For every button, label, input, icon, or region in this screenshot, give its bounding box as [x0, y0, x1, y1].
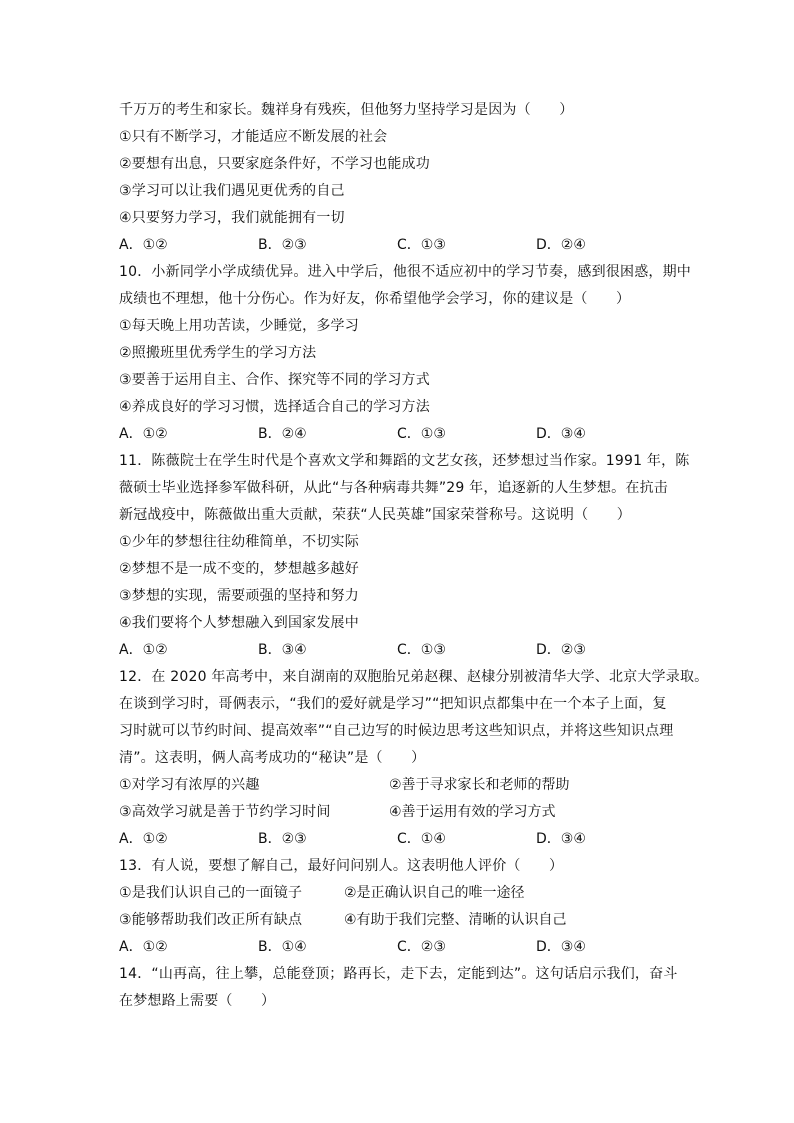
q12-item-1: ①对学习有浓厚的兴趣: [119, 777, 260, 793]
q11-item-2: ②梦想不是一成不变的，梦想越多越好: [119, 561, 359, 577]
q13-item-3: ③能够帮助我们改正所有缺点: [119, 912, 303, 928]
q11-stem-3: 新冠战疫中，陈薇做出重大贡献，荣获“人民英雄”国家荣誉称号。这说明（ ）: [119, 507, 631, 523]
q10-item-1: ①每天晚上用功苦读，少睡觉，多学习: [119, 318, 359, 334]
q13-stem-1: 13．有人说，要想了解自己，最好问问别人。这表明他人评价（ ）: [119, 858, 564, 874]
q9-item-4: ④只要努力学习，我们就能拥有一切: [119, 210, 345, 226]
q11-option-c: C．①③: [397, 642, 446, 658]
q9-item-3: ③学习可以让我们遇见更优秀的自己: [119, 183, 345, 199]
q13-option-a: A．①②: [119, 939, 168, 955]
q11-item-4: ④我们要将个人梦想融入到国家发展中: [119, 615, 359, 631]
q12-stem-4: 清”。这表明，俩人高考成功的“秘诀”是（ ）: [119, 750, 426, 766]
q11-item-3: ③梦想的实现，需要顽强的坚持和努力: [119, 588, 359, 604]
q12-item-4: ④善于运用有效的学习方式: [389, 804, 556, 820]
q11-stem-2: 薇硕士毕业选择参军做科研，从此“与各种病毒共舞”29 年，追逐新的人生梦想。在抗击: [119, 480, 668, 496]
q13-item-4: ④有助于我们完整、清晰的认识自己: [344, 912, 567, 928]
q12-option-d: D．③④: [536, 831, 586, 847]
q10-option-a: A．①②: [119, 426, 168, 442]
q10-option-b: B．②④: [258, 426, 307, 442]
q9-item-1: ①只有不断学习，才能适应不断发展的社会: [119, 129, 388, 145]
q13-option-b: B．①④: [258, 939, 307, 955]
q10-option-c: C．①③: [397, 426, 446, 442]
q9-stem: 千万万的考生和家长。魏祥身有残疾，但他努力坚持学习是因为（ ）: [119, 102, 574, 118]
q10-item-4: ④养成良好的学习习惯，选择适合自己的学习方法: [119, 399, 430, 415]
q9-option-c: C．①③: [397, 237, 446, 253]
q11-item-1: ①少年的梦想往往幼稚简单，不切实际: [119, 534, 359, 550]
q9-option-d: D．②④: [536, 237, 586, 253]
q9-option-a: A．①②: [119, 237, 168, 253]
q14-stem-2: 在梦想路上需要（ ）: [119, 993, 276, 1009]
q13-option-d: D．③④: [536, 939, 586, 955]
q11-option-a: A．①②: [119, 642, 168, 658]
q9-option-b: B．②③: [258, 237, 307, 253]
q12-option-c: C．①④: [397, 831, 446, 847]
q11-stem-1: 11．陈薇院士在学生时代是个喜欢文学和舞蹈的文艺女孩，还梦想过当作家。1991 年，陈: [119, 453, 690, 469]
q11-option-b: B．③④: [258, 642, 307, 658]
q12-option-a: A．①②: [119, 831, 168, 847]
q12-item-3: ③高效学习就是善于节约学习时间: [119, 804, 331, 820]
q10-stem-2: 成绩也不理想，他十分伤心。作为好友，你希望他学会学习，你的建议是（ ）: [119, 291, 631, 307]
q10-item-2: ②照搬班里优秀学生的学习方法: [119, 345, 317, 361]
q13-item-2: ②是正确认识自己的唯一途径: [344, 885, 525, 901]
q12-item-2: ②善于寻求家长和老师的帮助: [389, 777, 570, 793]
q12-stem-3: 习时就可以节约时间、提高效率”“自己边写的时候边思考这些知识点，并将这些知识点理: [119, 723, 674, 739]
q12-stem-2: 在谈到学习时，哥俩表示，“我们的爱好就是学习”“把知识点都集中在一个本子上面，复: [119, 696, 667, 712]
q14-stem-1: 14．“山再高，往上攀，总能登顶；路再长，走下去，定能到达”。这句话启示我们，奋斗: [119, 966, 678, 982]
q9-item-2: ②要想有出息，只要家庭条件好，不学习也能成功: [119, 156, 430, 172]
q12-option-b: B．②③: [258, 831, 307, 847]
q10-stem-1: 10．小新同学小学成绩优异。进入中学后，他很不适应初中的学习节奏，感到很困惑，期中: [119, 264, 692, 280]
q10-item-3: ③要善于运用自主、合作、探究等不同的学习方式: [119, 372, 430, 388]
q12-stem-1: 12．在 2020 年高考中，来自湖南的双胞胎兄弟赵稞、赵棣分别被清华大学、北京大学录取。: [119, 669, 709, 685]
q13-item-1: ①是我们认识自己的一面镜子: [119, 885, 303, 901]
q11-option-d: D．②③: [536, 642, 586, 658]
q13-option-c: C．②③: [397, 939, 446, 955]
q10-option-d: D．③④: [536, 426, 586, 442]
